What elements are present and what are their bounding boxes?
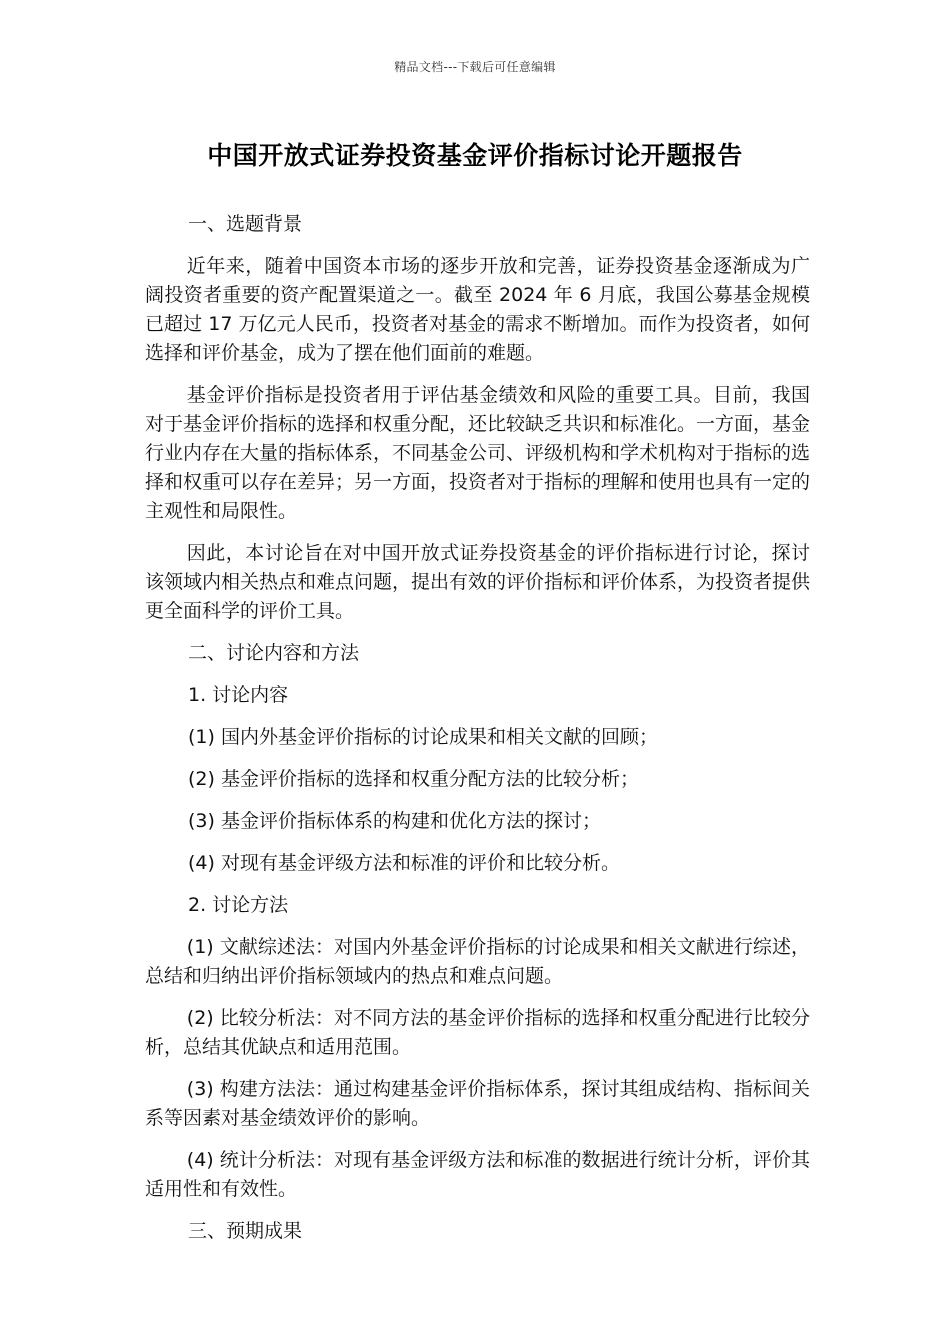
content-list-item: (2) 基金评价指标的选择和权重分配方法的比较分析； xyxy=(188,768,639,790)
paragraph: 因此，本讨论旨在对中国开放式证券投资基金的评价指标进行讨论，探讨该领域内相关热点和难点问题，提出有效的评价指标和评价体系，为投资者提供更全面科学的评价工具。 xyxy=(145,542,811,622)
sub-heading-method: 2. 讨论方法 xyxy=(188,894,289,916)
content-list-item: (4) 对现有基金评级方法和标准的评价和比较分析。 xyxy=(188,852,620,874)
method-item: (1) 文献综述法：对国内外基金评价指标的讨论成果和相关文献进行综述，总结和归纳出评价指标领域内的热点和难点问题。 xyxy=(145,936,810,987)
document-body xyxy=(145,210,810,1259)
sub-heading-content: 1. 讨论内容 xyxy=(188,684,289,706)
method-item: (3) 构建方法法：通过构建基金评价指标体系，探讨其组成结构、指标间关系等因素对基金绩效评价的影响。 xyxy=(145,1078,810,1129)
method-item: (4) 统计分析法：对现有基金评级方法和标准的数据进行统计分析，评价其适用性和有效性。 xyxy=(145,1149,810,1200)
content-list-item: (3) 基金评价指标体系的构建和优化方法的探讨； xyxy=(188,810,601,832)
section-heading-content-method: 二、讨论内容和方法 xyxy=(188,642,360,664)
method-item: (2) 比较分析法：对不同方法的基金评价指标的选择和权重分配进行比较分析，总结其优缺点和适用范围。 xyxy=(145,1007,810,1058)
document-title: 中国开放式证券投资基金评价指标讨论开题报告 xyxy=(207,141,743,170)
header-note: 精品文档---下载后可任意编辑 xyxy=(394,60,556,74)
paragraph: 近年来，随着中国资本市场的逐步开放和完善，证券投资基金逐渐成为广阔投资者重要的资产配置渠道之一。截至 2024 年 6 月底，我国公募基金规模已超过 17 万亿元人民币，投资者对基金的需求不断增加。而作为投资者，如何选择和评价基金，成为了摆在他们面前的难题。 xyxy=(145,255,810,364)
section-heading-background: 一、选题背景 xyxy=(188,213,303,235)
paragraph: 基金评价指标是投资者用于评估基金绩效和风险的重要工具。目前，我国对于基金评价指标的选择和权重分配，还比较缺乏共识和标准化。一方面，基金行业内存在大量的指标体系，不同基金公司、评级机构和学术机构对于指标的选择和权重可以存在差异；另一方面，投资者对于指标的理解和使用也具有一定的主观性和局限性。 xyxy=(145,384,811,522)
content-list-item: (1) 国内外基金评价指标的讨论成果和相关文献的回顾； xyxy=(188,726,658,748)
section-heading-expected-results: 三、预期成果 xyxy=(188,1220,303,1242)
